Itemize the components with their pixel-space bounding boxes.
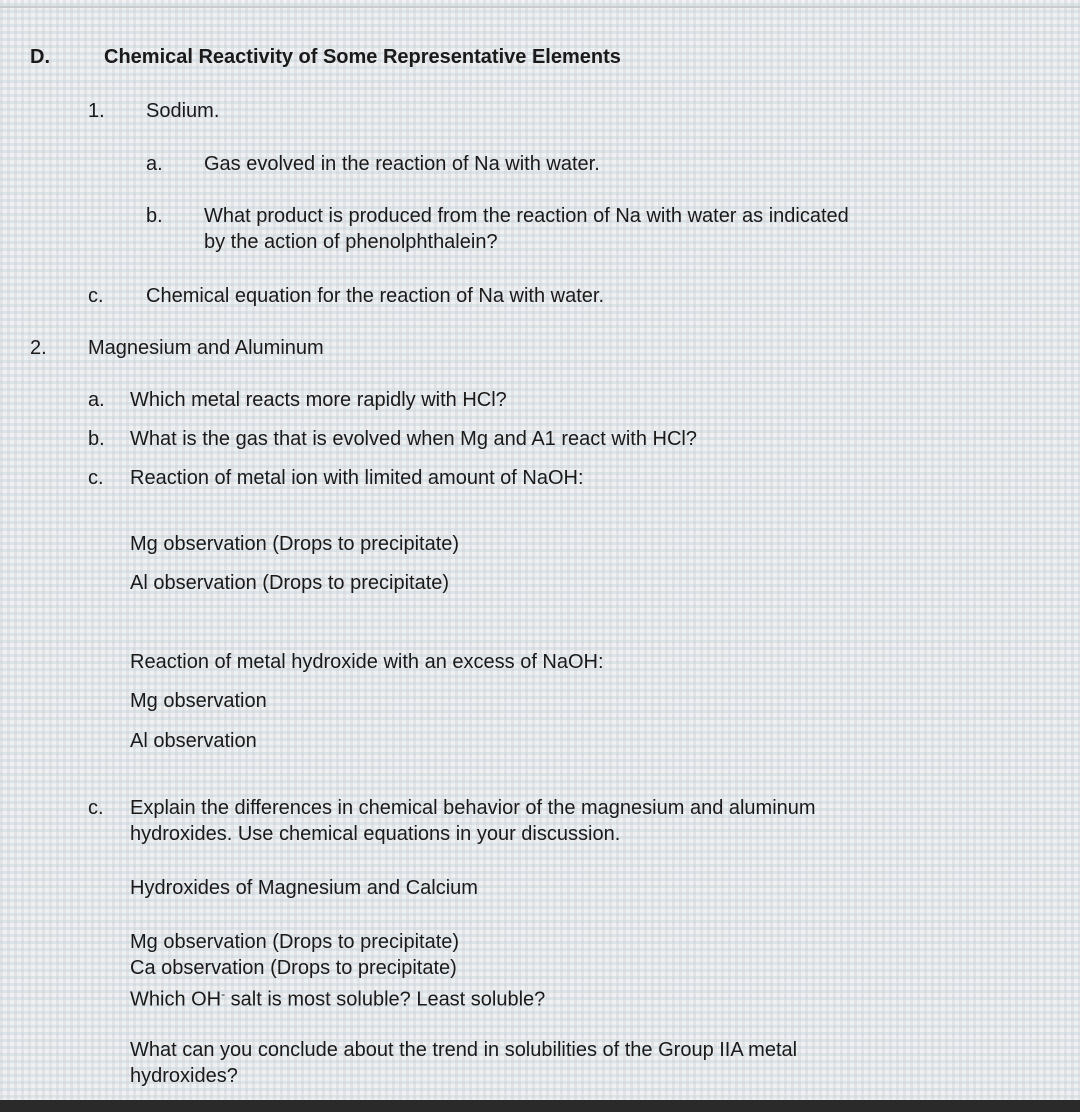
part1-b-label: b. (146, 205, 163, 227)
excess-heading: Reaction of metal hydroxide with an excess of NaOH: (130, 651, 604, 673)
bottom-border (0, 1100, 1080, 1112)
part2-title: Magnesium and Aluminum (88, 337, 324, 359)
part2-c-question: Reaction of metal ion with limited amount of NaOH: (130, 467, 584, 489)
limited-al-observation: Al observation (Drops to precipitate) (130, 572, 450, 594)
hydroxide-charge: - (221, 987, 226, 1001)
part2-a-label: a. (88, 389, 105, 411)
part2-c2-question-line1: Explain the differences in chemical behavior of the magnesium and aluminum (130, 797, 816, 819)
part1-a-question: Gas evolved in the reaction of Na with water. (204, 153, 600, 175)
hydroxides-mg-observation: Mg observation (Drops to precipitate) (130, 931, 460, 953)
part1-c-label: c. (88, 285, 104, 307)
excess-al-observation: Al observation (130, 730, 257, 752)
part1-number: 1. (88, 100, 105, 122)
part2-b-question: What is the gas that is evolved when Mg and A1 react with HCl? (130, 428, 697, 450)
part2-b-label: b. (88, 428, 105, 450)
part1-a-label: a. (146, 153, 163, 175)
solubility-question-pre: Which OH (130, 988, 222, 1011)
excess-mg-observation: Mg observation (130, 690, 267, 712)
part2-number: 2. (30, 337, 47, 359)
limited-mg-observation: Mg observation (Drops to precipitate) (130, 533, 460, 555)
solubility-question-post: salt is most soluble? Least soluble? (225, 988, 546, 1011)
part1-title: Sodium. (146, 100, 220, 122)
section-title: Chemical Reactivity of Some Representative Elements (104, 46, 621, 68)
part1-b-question-line1: What product is produced from the reaction of Na with water as indicated (204, 205, 849, 227)
part1-c-question: Chemical equation for the reaction of Na with water. (146, 285, 605, 307)
part2-c-label: c. (88, 467, 104, 489)
conclusion-question-line2: hydroxides? (130, 1065, 238, 1087)
part1-b-question-line2: by the action of phenolphthalein? (204, 231, 498, 253)
hydroxides-heading: Hydroxides of Magnesium and Calcium (130, 877, 478, 899)
conclusion-question-line1: What can you conclude about the trend in solubilities of the Group IIA metal (130, 1039, 798, 1061)
part2-a-question: Which metal reacts more rapidly with HCl? (130, 389, 507, 411)
section-letter: D. (30, 46, 50, 68)
hydroxides-ca-observation: Ca observation (Drops to precipitate) (130, 957, 457, 979)
part2-c2-label: c. (88, 797, 104, 819)
top-border (0, 6, 1080, 8)
part2-c2-question-line2: hydroxides. Use chemical equations in your discussion. (130, 823, 621, 845)
solubility-question (130, 982, 545, 1012)
